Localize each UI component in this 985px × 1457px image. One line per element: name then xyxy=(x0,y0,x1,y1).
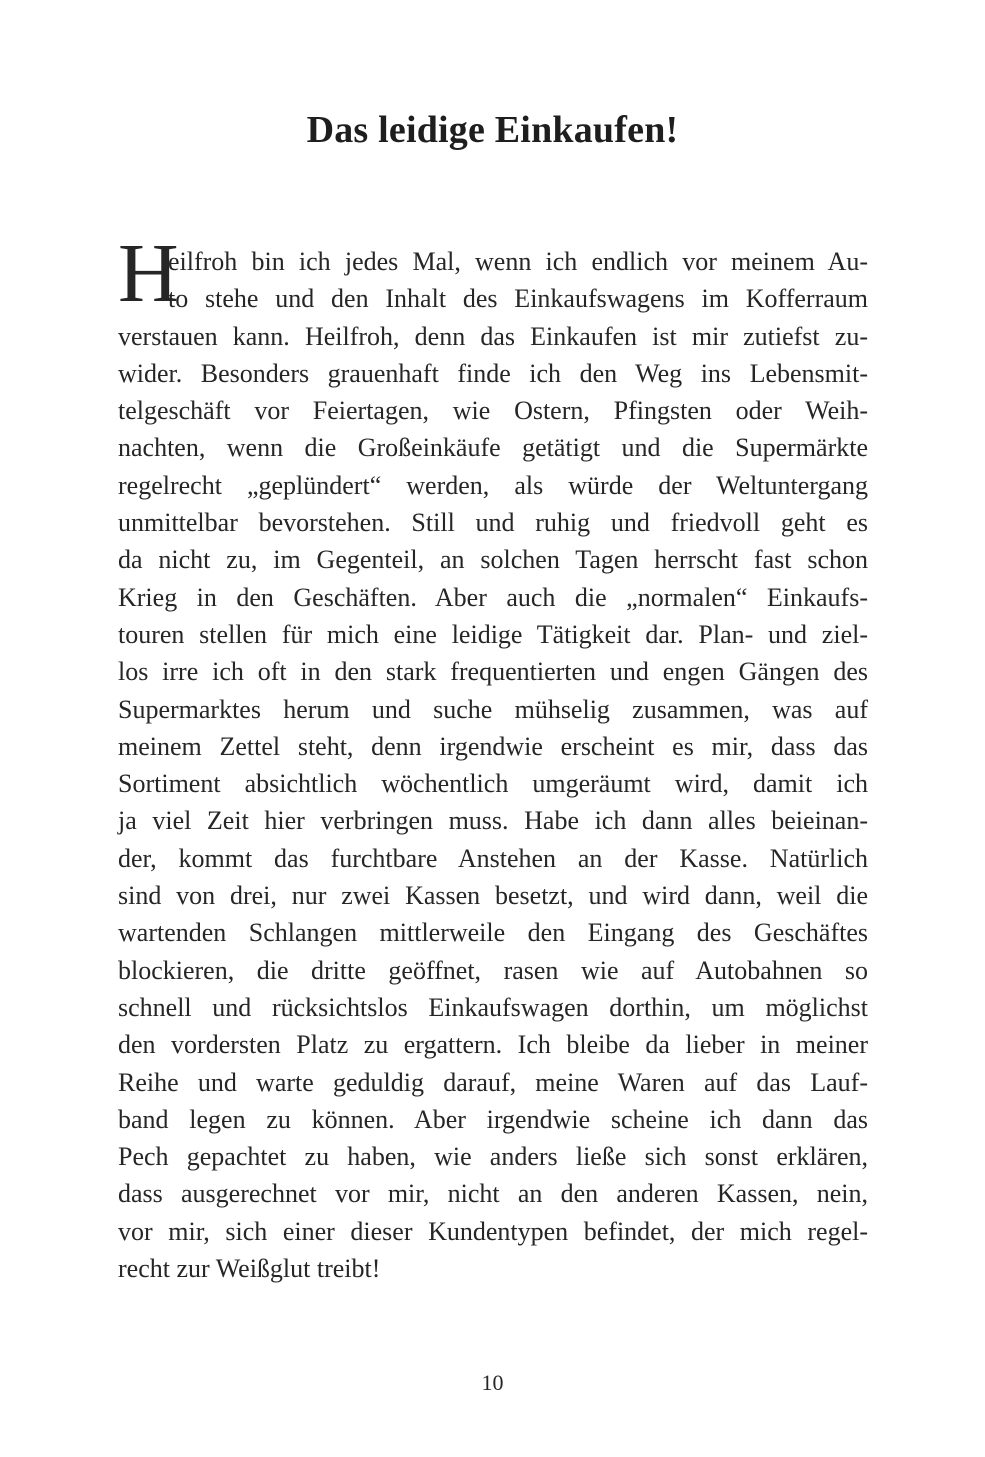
text-line: regelrecht „geplündert“ werden, als würde der Weltuntergang xyxy=(118,470,868,500)
text-line: unmittelbar bevorstehen. Still und ruhig und friedvoll geht es xyxy=(118,508,868,538)
text-line: meinem Zettel steht, denn irgendwie erscheint es mir, dass das xyxy=(118,731,868,761)
body-text xyxy=(118,243,868,1287)
text-line: recht zur Weißglut treibt! xyxy=(118,1254,381,1284)
text-line: los irre ich oft in den stark frequentierten und engen Gängen des xyxy=(118,657,868,687)
text-line: wartenden Schlangen mittlerweile den Eingang des Geschäftes xyxy=(118,918,868,948)
text-line: Sortiment absichtlich wöchentlich umgeräumt wird, damit ich xyxy=(118,769,868,799)
drop-cap: H xyxy=(118,227,179,320)
text-line: blockieren, die dritte geöffnet, rasen wie auf Autobahnen so xyxy=(118,955,868,985)
text-line: verstauen kann. Heilfroh, denn das Einkaufen ist mir zutiefst zu- xyxy=(118,321,868,351)
text-line: touren stellen für mich eine leidige Tätigkeit dar. Plan- und ziel- xyxy=(118,619,868,649)
text-line: ja viel Zeit hier verbringen muss. Habe ich dann alles beieinan- xyxy=(118,806,868,836)
text-line: Supermarktes herum und suche mühselig zusammen, was auf xyxy=(118,694,868,724)
text-line: vor mir, sich einer dieser Kundentypen befindet, der mich regel- xyxy=(118,1216,868,1246)
text-line: telgeschäft vor Feiertagen, wie Ostern, Pfingsten oder Weih- xyxy=(118,396,868,426)
text-line: Reihe und warte geduldig darauf, meine Waren auf das Lauf- xyxy=(118,1067,868,1097)
text-line: sind von drei, nur zwei Kassen besetzt, und wird dann, weil die xyxy=(118,881,868,911)
text-line: da nicht zu, im Gegenteil, an solchen Tagen herrscht fast schon xyxy=(118,545,868,575)
text-line: nachten, wenn die Großeinkäufe getätigt und die Supermärkte xyxy=(118,433,868,463)
text-line: schnell und rücksichtslos Einkaufswagen dorthin, um möglichst xyxy=(118,992,868,1022)
text-line: Krieg in den Geschäften. Aber auch die „normalen“ Einkaufs- xyxy=(118,582,868,612)
text-line: band legen zu können. Aber irgendwie scheine ich dann das xyxy=(118,1104,868,1134)
chapter-title: Das leidige Einkaufen! xyxy=(306,109,679,151)
text-line: dass ausgerechnet vor mir, nicht an den anderen Kassen, nein, xyxy=(118,1179,868,1209)
text-line: den vordersten Platz zu ergattern. Ich bleibe da lieber in meiner xyxy=(118,1030,868,1060)
text-line: der, kommt das furchtbare Anstehen an der Kasse. Natürlich xyxy=(118,843,868,873)
text-line: Pech gepachtet zu haben, wie anders ließe sich sonst erklären, xyxy=(118,1142,868,1172)
text-line: eilfroh bin ich jedes Mal, wenn ich endlich vor meinem Au- xyxy=(168,247,868,276)
text-line: wider. Besonders grauenhaft finde ich den Weg ins Lebensmit- xyxy=(118,358,868,388)
page-number: 10 xyxy=(481,1370,504,1395)
text-line: to stehe und den Inhalt des Einkaufswagens im Kofferraum xyxy=(168,284,868,314)
